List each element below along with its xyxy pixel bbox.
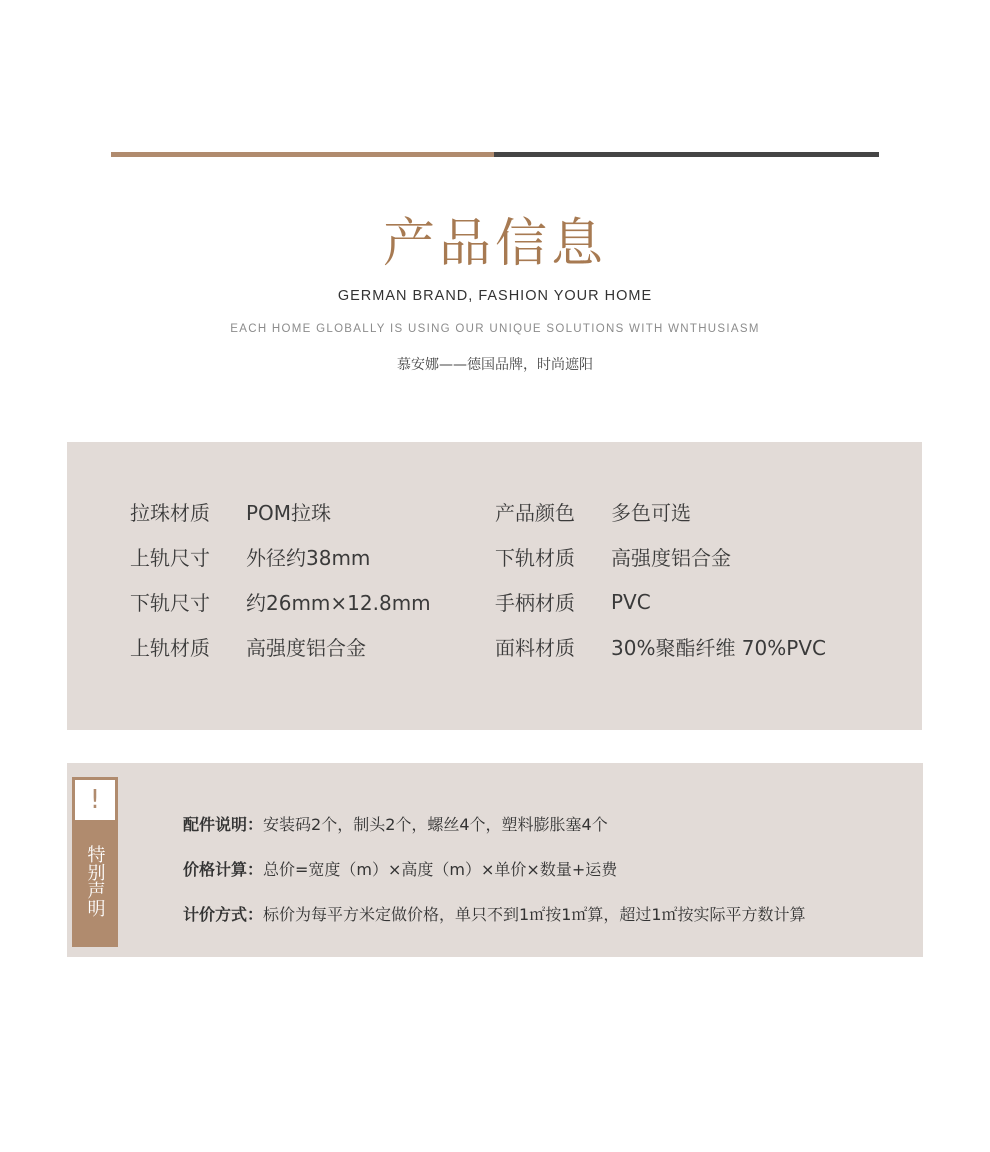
spec-row bbox=[495, 624, 875, 669]
exclamation-icon: ! bbox=[75, 780, 115, 820]
spec-value: 高强度铝合金 bbox=[611, 546, 731, 570]
notice-tag-label: 特别声明 bbox=[84, 845, 106, 917]
spec-row bbox=[495, 534, 875, 579]
notice-lines bbox=[183, 801, 913, 936]
notice-text: 标价为每平方米定做价格，单只不到1㎡按1㎡算，超过1㎡按实际平方数计算 bbox=[263, 905, 806, 924]
notice-line bbox=[183, 891, 913, 936]
brand-slogan: EACH HOME GLOBALLY IS USING OUR UNIQUE SOLUTIONS WITH WNTHUSIASM bbox=[230, 323, 760, 335]
spec-value: 30%聚酯纤维 70%PVC bbox=[611, 636, 826, 660]
spec-value: PVC bbox=[611, 589, 651, 614]
spec-row bbox=[130, 534, 510, 579]
specs-right-column bbox=[495, 489, 875, 669]
spec-value: 高强度铝合金 bbox=[246, 636, 366, 660]
spec-value: 外径约38mm bbox=[246, 546, 371, 570]
specs-left-column bbox=[130, 489, 510, 669]
spec-row bbox=[130, 624, 510, 669]
spec-value: 多色可选 bbox=[611, 501, 691, 525]
notice-line bbox=[183, 846, 913, 891]
special-notice-panel bbox=[67, 763, 923, 957]
notice-text: 安装码2个，制头2个，螺丝4个，塑料膨胀塞4个 bbox=[263, 815, 608, 834]
top-divider bbox=[111, 152, 879, 157]
spec-label: 面料材质 bbox=[495, 636, 575, 660]
page-title: 产品信息 bbox=[382, 214, 607, 274]
notice-line bbox=[183, 801, 913, 846]
spec-row bbox=[130, 489, 510, 534]
notice-key: 计价方式： bbox=[183, 905, 264, 924]
notice-key: 价格计算： bbox=[183, 860, 264, 879]
brand-tagline: GERMAN BRAND, FASHION YOUR HOME bbox=[337, 288, 653, 304]
spec-value: 约26mm×12.8mm bbox=[246, 591, 431, 615]
spec-label: 手柄材质 bbox=[495, 591, 575, 615]
product-specs-panel bbox=[67, 442, 922, 730]
spec-row bbox=[495, 579, 875, 624]
notice-text: 总价=宽度（m）×高度（m）×单价×数量+运费 bbox=[263, 860, 618, 879]
spec-row bbox=[495, 489, 875, 534]
notice-key: 配件说明： bbox=[183, 815, 264, 834]
brand-subtitle-cn: 慕安娜——德国品牌，时尚遮阳 bbox=[397, 357, 593, 373]
spec-label: 上轨材质 bbox=[130, 636, 210, 660]
top-divider-brown-segment bbox=[111, 152, 494, 157]
top-divider-dark-segment bbox=[494, 152, 879, 157]
notice-tag bbox=[72, 777, 118, 947]
spec-label: 下轨尺寸 bbox=[130, 591, 210, 615]
spec-label: 产品颜色 bbox=[495, 501, 575, 525]
spec-value: POM拉珠 bbox=[246, 501, 332, 525]
spec-label: 拉珠材质 bbox=[130, 501, 210, 525]
spec-label: 下轨材质 bbox=[495, 546, 575, 570]
spec-row bbox=[130, 579, 510, 624]
spec-label: 上轨尺寸 bbox=[130, 546, 210, 570]
